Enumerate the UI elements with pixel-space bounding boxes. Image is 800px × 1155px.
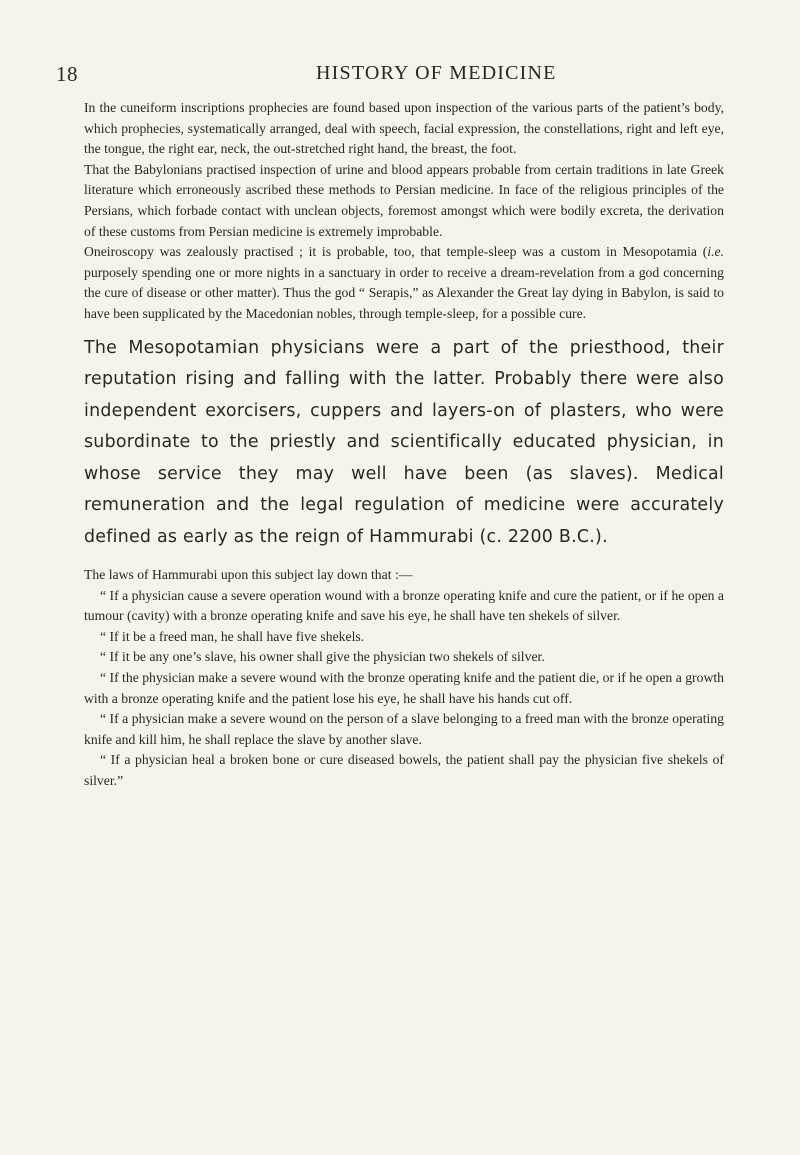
running-title: HISTORY OF MEDICINE	[316, 62, 557, 84]
paragraph-urine-blood: That the Babylonians practised inspection of urine and blood appears probable from certain traditions in late Greek literature which erroneously ascribed these methods to Persian medicine. In face of the religious principles of the Persians, which forbade contact with unclean objects, foremost amongst which were bodily excreta, the derivation of these customs from Persian medicine is extremely improbable.	[84, 161, 724, 239]
law-item: “ If a physician cause a severe operation wound with a bronze operating knife and cure the patient, or if he open a tumour (cavity) with a bronze operating knife and save his eye, he shall have ten shekels of silver.	[84, 587, 724, 624]
page-number: 18	[56, 62, 78, 86]
law-item: “ If it be a freed man, he shall have five shekels.	[100, 628, 365, 644]
paragraph-oneiroscopy	[84, 242, 724, 324]
oneiroscopy-text-start: Oneiroscopy was zealously practised ; it is probable, too, that temple-sleep was a custom in Mesopotamia (	[84, 244, 708, 260]
law-item: “ If a physician make a severe wound on the person of a slave belonging to a freed man with the bronze operating knife and kill him, he shall replace the slave by another slave.	[84, 711, 724, 747]
paragraph-cuneiform: In the cuneiform inscriptions prophecies are found based upon inspection of the various parts of the patient’s body, which prophecies, systematically arranged, deal with speech, facial expression, the constellations, right and left eye, the tongue, the right ear, neck, the out-stretched right hand, the breast, the foot.	[84, 100, 724, 157]
law-item: “ If a physician heal a broken bone or cure diseased bowels, the patient shall pay the physician five shekels of silver.”	[84, 752, 724, 788]
running-head	[56, 62, 744, 92]
oneiroscopy-ie: i.e.	[707, 244, 724, 260]
law-item: “ If it be any one’s slave, his owner shall give the physician two shekels of silver.	[100, 649, 545, 665]
oneiroscopy-text-end: purposely spending one or more nights in a sanctuary in order to receive a dream-revelation from a god concerning the cure of disease or other matter). Thus the god “ Serapis,” as Alexander the Great lay dying in Babylon, is said to have been supplicated by the Macedonian nobles, through temple-sleep, for a possible cure.	[84, 264, 724, 321]
laws-intro: The laws of Hammurabi upon this subject lay down that :—	[84, 567, 413, 583]
paragraph-physicians-priesthood: The Mesopotamian physicians were a part of the priesthood, their reputation rising and falling with the latter. Probably there were also independent exorcisers, cuppers and layers-on of plasters, who were subordinate to the priestly and scientifically educated physician, in whose service they may well have been (as slaves). Medical remuneration and the legal regulation of medicine were accurately defined as early as the reign of Hammurabi (c. 2200 B.C.).	[84, 337, 724, 547]
body-text	[84, 98, 724, 792]
law-item: “ If the physician make a severe wound with the bronze operating knife and the patient die, or if he open a growth with a bronze operating knife and the patient lose his eye, he shall have his hands cut off.	[84, 670, 724, 706]
